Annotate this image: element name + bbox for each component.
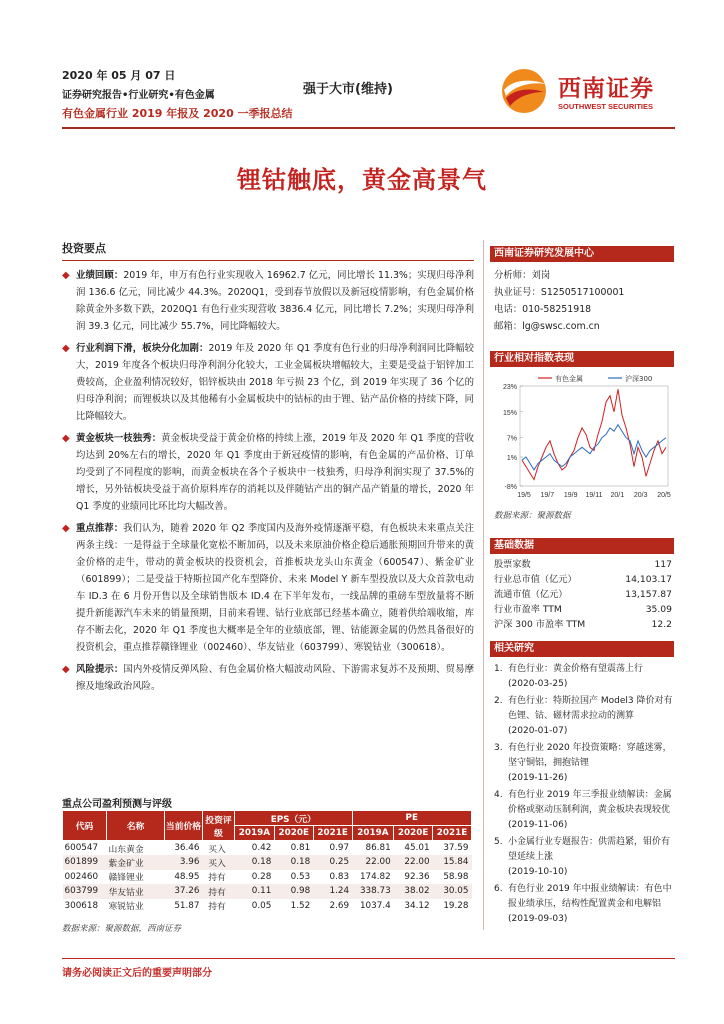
cell-value: 22.00 — [365, 857, 391, 868]
related-item[interactable] — [494, 882, 674, 927]
cell-rating: 持有 — [208, 902, 226, 913]
bullet-icon: ◆ — [62, 664, 70, 675]
cell-value: 92.36 — [404, 871, 430, 882]
cell-value: 45.01 — [404, 843, 430, 853]
stock-forecast-table — [62, 810, 472, 913]
x-tick-label: 20/1 — [610, 492, 625, 499]
summary-bullet — [62, 430, 474, 515]
basic-data-row — [490, 557, 674, 572]
related-number: 5. — [494, 837, 503, 847]
col-price: 当前价格 — [165, 811, 203, 841]
cell-value: 1037.4 — [359, 900, 391, 911]
table-row — [63, 884, 472, 899]
related-title-text: 有色行业：黄金价格有望震荡上行 — [508, 664, 644, 674]
cell-price: 3.96 — [179, 857, 200, 868]
cell-value: 0.11 — [251, 886, 272, 897]
bullet-icon: ◆ — [62, 270, 70, 281]
related-item[interactable] — [494, 662, 674, 692]
cell-rating: 买入 — [208, 858, 226, 869]
related-date: (2019-10-10) — [508, 867, 568, 877]
x-tick-label: 20/3 — [633, 492, 648, 499]
summary-bullet — [62, 340, 474, 425]
legend-label: 沪深300 — [625, 375, 653, 383]
basic-title: 基础数据 — [490, 538, 674, 554]
stock-table-title: 重点公司盈利预测与评级 — [62, 799, 172, 810]
related-number: 2. — [494, 696, 503, 706]
analyst-email[interactable]: 邮箱：lg@swsc.com.cn — [494, 321, 600, 332]
cell-value: 37.59 — [443, 843, 469, 853]
related-item[interactable] — [494, 835, 674, 880]
x-tick-label: 19/5 — [517, 492, 531, 499]
basic-data-value: 13,157.87 — [625, 589, 672, 600]
col-year: 2019A — [235, 826, 275, 841]
legend-label: 有色金属 — [555, 375, 583, 383]
summary-bullet — [62, 520, 474, 656]
related-title-text: 小金属行业专题报告：供需趋紧，钼价有望延续上涨 — [508, 837, 671, 862]
bullet-lead: 风险提示： — [76, 664, 124, 675]
cell-rating: 买入 — [208, 844, 226, 855]
y-tick-label: 7% — [506, 435, 517, 443]
basic-data-row — [490, 617, 674, 632]
col-year: 2019A — [352, 826, 394, 841]
cell-value: 0.25 — [329, 857, 350, 868]
cell-code: 600547 — [64, 843, 99, 853]
y-tick-label: 15% — [502, 409, 517, 417]
basic-data-label: 行业总市值（亿元） — [494, 574, 577, 585]
cell-name: 山东黄金 — [108, 844, 144, 855]
basic-data-row — [490, 587, 674, 602]
cell-value: 0.18 — [251, 857, 272, 868]
cell-name: 赣锋锂业 — [108, 873, 144, 884]
plot-frame — [520, 386, 668, 486]
y-tick-label: 1% — [506, 454, 517, 462]
cell-value: 0.81 — [290, 843, 311, 853]
related-item[interactable] — [494, 741, 674, 786]
basic-data-row — [490, 602, 674, 617]
y-tick-label: 23% — [502, 384, 517, 391]
center-title: 西南证券研究发展中心 — [490, 246, 674, 262]
bullet-text: 黄金板块受益于黄金价格的持续上涨，2019 年及 2020 年 Q1 季度的营收均达到 20%左右的增长，2020 年 Q1 季度由于新冠疫情的影响，有色金属的产品价格、订单均受到了不同程度的影响，而黄金板块在各个子板块中一枝独秀，归母净利润实现了 37.5%的增长，另外钴板块受益于高价原料库存的消耗以及伴随钴产出的铜产品产销量的增长，2020 年 Q1 季度的业绩同比环比均大幅改善。 — [76, 433, 474, 512]
bullet-lead: 黄金板块一枝独秀： — [76, 433, 162, 444]
report-date: 2020 年 05 月 07 日 — [62, 69, 176, 82]
col-rating: 投资评级 — [203, 811, 235, 841]
series-line-0 — [522, 389, 666, 479]
report-type: 证券研究报告•行业研究•有色金属 — [62, 90, 215, 101]
bullet-icon: ◆ — [62, 433, 70, 444]
cell-value: 15.84 — [443, 857, 469, 868]
related-research-panel — [490, 641, 674, 929]
cell-value: 0.83 — [329, 871, 350, 882]
basic-data-value: 35.09 — [645, 604, 672, 615]
header-divider — [62, 127, 675, 129]
cell-value: 0.05 — [251, 900, 272, 911]
col-year: 2021E — [433, 826, 472, 841]
table-row — [63, 841, 472, 856]
related-date: (2019-11-26) — [508, 773, 568, 783]
x-tick-label: 19/11 — [585, 492, 603, 499]
table-row — [63, 870, 472, 885]
col-year: 2020E — [274, 826, 313, 841]
summary-bullet — [62, 267, 474, 335]
basic-data-value: 14,103.17 — [625, 574, 672, 585]
related-number: 6. — [494, 884, 503, 894]
company-logo — [498, 64, 676, 120]
related-number: 1. — [494, 664, 503, 674]
cell-rating: 持有 — [208, 887, 226, 898]
col-year: 2021E — [313, 826, 352, 841]
logo-english: SOUTHWEST SECURITIES — [558, 102, 654, 111]
cell-value: 30.05 — [443, 886, 469, 897]
col-name: 名称 — [107, 811, 165, 841]
related-date: (2020-01-07) — [508, 726, 568, 736]
bullet-icon: ◆ — [62, 343, 70, 354]
related-title-text: 有色行业 2020 年投资策略：穿越迷雾，坚守铜铝，拥抱钴锂 — [508, 743, 672, 768]
related-title: 相关研究 — [490, 641, 674, 657]
cell-value: 34.12 — [404, 900, 430, 911]
cell-value: 0.98 — [290, 886, 311, 897]
headline: 锂钴触底，黄金高景气 — [237, 165, 487, 194]
bullet-icon: ◆ — [62, 523, 70, 534]
table-row — [63, 855, 472, 870]
analyst-license: 执业证号：S1250517100001 — [494, 287, 625, 298]
cell-value: 0.28 — [251, 871, 272, 882]
col-eps: EPS（元） — [235, 811, 353, 826]
basic-data-row — [490, 572, 674, 587]
chart-title-bar — [490, 351, 674, 367]
cell-value: 0.18 — [290, 857, 311, 868]
cell-value: 1.24 — [329, 886, 350, 897]
cell-value: 0.53 — [290, 871, 311, 882]
footer-disclaimer[interactable]: 请务必阅读正文后的重要声明部分 — [62, 968, 212, 979]
summary-title: 投资要点 — [62, 240, 474, 261]
index-chart — [490, 368, 674, 508]
cell-rating: 持有 — [208, 873, 226, 884]
summary-bullet — [62, 661, 474, 695]
chart-source-wrap — [490, 509, 674, 521]
cell-name: 华友钴业 — [108, 887, 144, 898]
basic-data-value: 117 — [654, 559, 672, 570]
x-tick-label: 20/5 — [657, 492, 671, 499]
cell-value: 19.28 — [443, 900, 469, 911]
index-chart-svg — [490, 368, 674, 508]
related-title-text: 有色行业 2019 年三季报业绩解读：金属价格或驱动压制利润，黄金板块表现较优 — [508, 790, 672, 815]
analyst-panel — [490, 246, 674, 335]
table-row — [63, 899, 472, 914]
cell-value: 86.81 — [365, 843, 391, 853]
chart-title: 行业相对指数表现 — [490, 351, 674, 367]
x-tick-label: 19/9 — [563, 492, 578, 499]
analyst-name: 分析师：刘岗 — [494, 270, 551, 281]
bullet-lead: 行业利润下滑，板块分化加剧： — [76, 343, 209, 354]
bullet-text: 国内外疫情反弹风险、有色金属价格大幅波动风险、下游需求复苏不及预期、贸易摩擦及地缘政治风险。 — [76, 664, 474, 692]
col-code: 代码 — [63, 811, 107, 841]
footer-divider — [62, 958, 675, 959]
basic-data-label: 行业市盈率 TTM — [494, 604, 562, 615]
report-title: 有色金属行业 2019 年报及 2020 一季报总结 — [62, 107, 293, 120]
logo-chinese: 西南证券 — [558, 75, 654, 102]
related-title-text: 有色行业：特斯拉国产 Model3 降价对有色锂、钴、磁材需求拉动的测算 — [508, 696, 673, 721]
analyst-phone: 电话：010-58251918 — [494, 304, 592, 315]
related-number: 3. — [494, 743, 503, 753]
cell-value: 2.69 — [329, 900, 350, 911]
chart-source: 数据来源：聚源数据 — [494, 511, 571, 521]
bullet-lead: 重点推荐： — [76, 523, 124, 534]
basic-data-label: 沪深 300 市盈率 TTM — [494, 619, 586, 630]
related-item[interactable] — [494, 788, 674, 833]
x-tick-label: 19/7 — [540, 492, 555, 499]
related-number: 4. — [494, 790, 503, 800]
cell-value: 22.00 — [404, 857, 430, 868]
related-title-text: 有色行业 2019 年中报业绩解读：有色中报业绩承压，结构性配置黄金和电解铝 — [508, 884, 672, 909]
bullet-text: 我们认为，随着 2020 年 Q2 季度国内及海外疫情逐渐平稳，有色板块未来重点关注两条主线：一是得益于全球量化宽松不断加码，以及未来原油价格企稳后通胀预期回升带来的黄金价格的走牛，带动的黄金板块的投资机会，首推板块龙头山东黄金（600547）、紫金矿业（601899）；二是受益于特斯拉国产化车型降价、未来 Model Y 新车型投放以及大众首款电动车 ID.3 在 6 月份开售以及全球销售版本 ID.4 在下半年发布，一线品牌的重磅车型放量将不断提升新能源汽车未来的销量预期，目前来看锂、钴行业底部已经基本确立，随着供给端收缩，库存不断去化，2020 年 Q1 季度也大概率是全年的业绩底部，锂、钴能源金属的仍然具备很好的投资机会，重点推荐赣锋锂业（002460）、华友钴业（603799）、寒锐钴业（300618）。 — [76, 523, 474, 653]
cell-price: 37.26 — [174, 886, 200, 897]
cell-name: 紫金矿业 — [108, 858, 144, 869]
bullet-lead: 业绩回顾： — [76, 270, 124, 281]
cell-code: 300618 — [64, 900, 99, 911]
cell-value: 0.42 — [251, 843, 272, 853]
col-pe: PE — [352, 811, 471, 826]
cell-price: 48.95 — [174, 871, 200, 882]
related-date: (2020-03-25) — [508, 679, 568, 689]
bullet-text: 2019 年及 2020 年 Q1 季度有色行业的归母净利润同比降幅较大，2019 年度各个板块归母净利润分化较大，工业金属板块增幅较大，主要是受益于铝锌加工费较高，企业盈利情况较好，铝锌板块由 2018 年亏损 23 个亿，到 2019 年实现了 36 个亿的归母净利润；而锂板块以及其他稀有小金属板块中的钴标的由于锂、钴产品价格的持续下降，同比降幅较大。 — [76, 343, 474, 422]
basic-data-label: 流通市值（亿元） — [494, 589, 568, 600]
table-source: 数据来源：聚源数据，西南证券 — [62, 924, 182, 934]
cell-value: 0.97 — [329, 843, 350, 853]
cell-name: 寒锐钴业 — [108, 902, 144, 913]
cell-value: 1.52 — [290, 900, 311, 911]
cell-price: 36.46 — [174, 843, 200, 853]
series-line-1 — [522, 425, 666, 470]
cell-code: 601899 — [64, 857, 99, 868]
related-date: (2019-09-03) — [508, 914, 568, 924]
industry-rating: 强于大市(维持) — [303, 82, 393, 97]
basic-data-value: 12.2 — [651, 619, 672, 630]
related-date: (2019-11-06) — [508, 820, 568, 830]
cell-code: 002460 — [64, 871, 99, 882]
logo-mark-icon — [498, 66, 554, 116]
y-tick-label: -8% — [504, 484, 517, 491]
investment-summary — [62, 240, 474, 700]
cell-value: 58.98 — [443, 871, 469, 882]
bullet-text: 2019 年，申万有色行业实现收入 16962.7 亿元，同比增长 11.3%；实现归母净利润 136.6 亿元，同比减少 44.3%。2020Q1，受到春节放假以及新冠疫情影响，有色金属价格除黄金外多数下跌，2020Q1 有色行业实现营收 3836.4 亿元，同比增长 7.2%；实现归母净利润 39.3 亿元，同比减少 55.7%，同比降幅较大。 — [76, 270, 474, 332]
column-divider — [483, 240, 484, 930]
cell-code: 603799 — [64, 886, 99, 897]
cell-price: 51.87 — [174, 900, 200, 911]
col-year: 2020E — [394, 826, 433, 841]
cell-value: 38.02 — [404, 886, 430, 897]
related-item[interactable] — [494, 694, 674, 739]
basic-data-label: 股票家数 — [494, 559, 531, 570]
cell-value: 338.73 — [359, 886, 391, 897]
cell-value: 174.82 — [359, 871, 391, 882]
basic-data-panel — [490, 538, 674, 632]
